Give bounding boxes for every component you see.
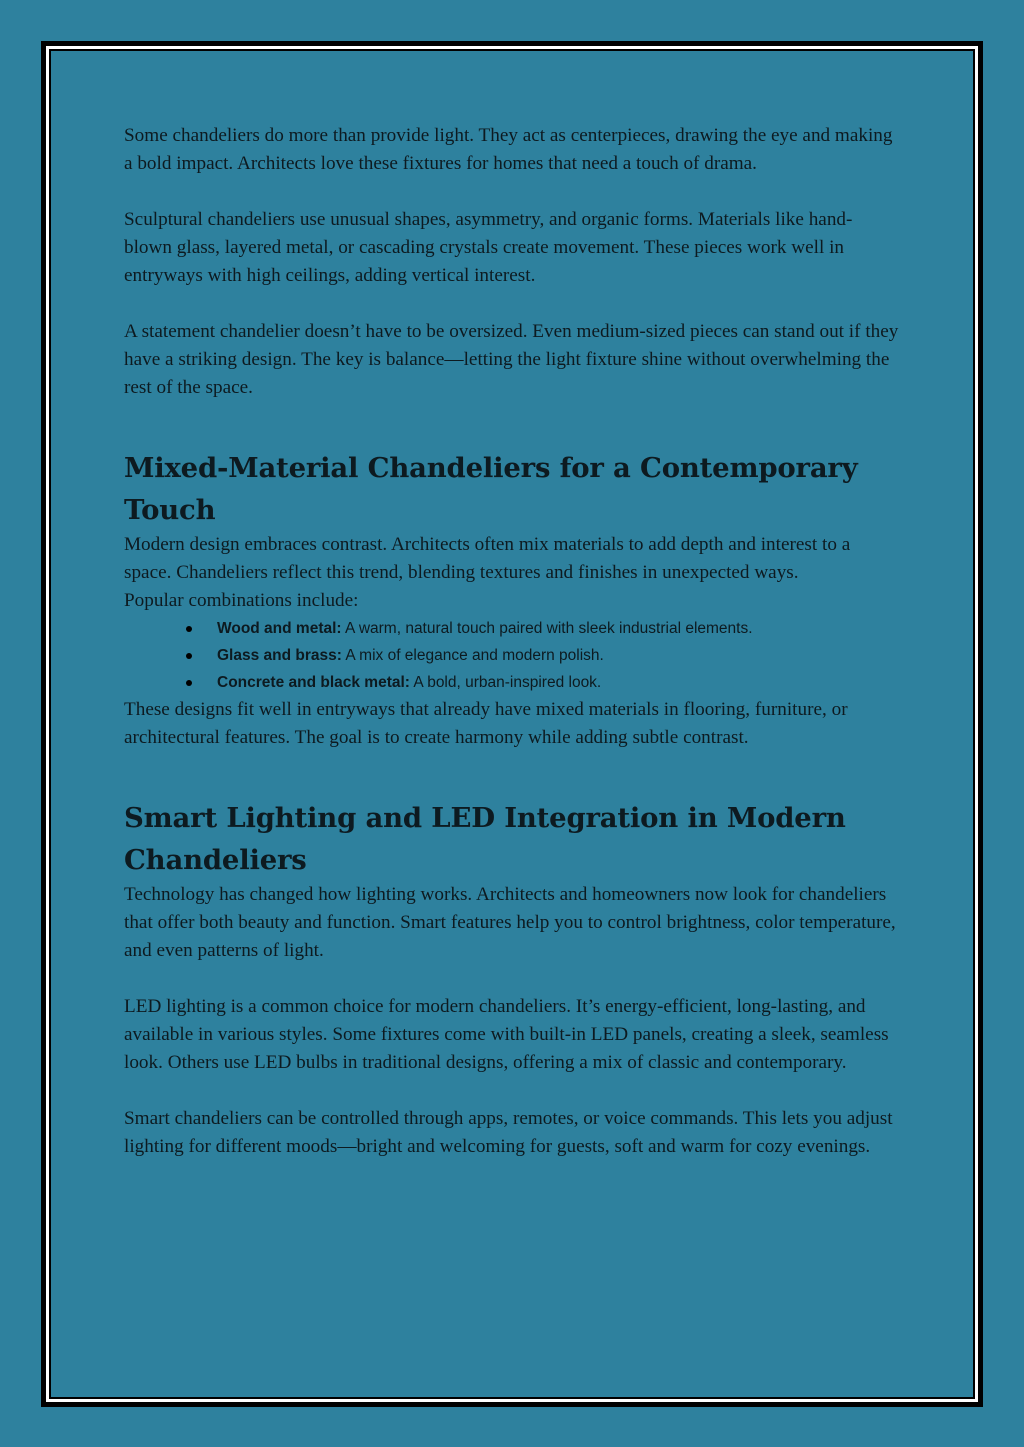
combinations-intro: Popular combinations include: <box>124 590 359 611</box>
mixed-material-section <box>124 447 900 752</box>
smart-paragraph-3: Smart chandeliers can be controlled through apps, remotes, or voice commands. This lets you adjust lighting for different moods—bright and welcoming for guests, soft and warm for cozy evenings. <box>124 1108 893 1157</box>
list-item <box>184 615 900 642</box>
list-item-desc: A bold, urban-inspired look. <box>409 674 602 691</box>
bullet-icon <box>186 653 192 659</box>
mixed-material-intro: Modern design embraces contrast. Architects often mix materials to add depth and interest to a space. Chandeliers reflect this trend, blending textures and finishes in unexpected ways. <box>124 534 851 583</box>
intro-section <box>124 122 900 402</box>
list-item <box>184 669 900 696</box>
list-item-term: Glass and brass: <box>217 647 342 664</box>
intro-paragraph-3: A statement chandelier doesn’t have to be oversized. Even medium-sized pieces can stand out if they have a striking design. The key is balance—letting the light fixture shine without overwhelming the rest of the space. <box>124 321 899 398</box>
mixed-material-heading: Mixed-Material Chandeliers for a Contemporary Touch <box>124 452 858 526</box>
bullet-icon <box>186 680 192 686</box>
smart-lighting-heading: Smart Lighting and LED Integration in Modern Chandeliers <box>124 802 846 876</box>
smart-paragraph-2: LED lighting is a common choice for modern chandeliers. It’s energy-efficient, long-lasting, and available in various styles. Some fixtures come with built-in LED panels, creating a sleek, seamless look. Others use LED bulbs in traditional designs, offering a mix of classic and contemporary. <box>124 996 889 1073</box>
intro-paragraph-2: Sculptural chandeliers use unusual shapes, asymmetry, and organic forms. Materials like hand-blown glass, layered metal, or cascading crystals create movement. These pieces work well in entryways with high ceilings, adding vertical interest. <box>124 209 853 286</box>
document-body <box>124 122 900 1161</box>
intro-paragraph-1: Some chandeliers do more than provide light. They act as centerpieces, drawing the eye and making a bold impact. Architects love these fixtures for homes that need a touch of drama. <box>124 125 893 174</box>
list-item <box>184 642 900 669</box>
smart-lighting-section <box>124 797 900 1161</box>
mixed-material-outro: These designs fit well in entryways that already have mixed materials in flooring, furniture, or architectural features. The goal is to create harmony while adding subtle contrast. <box>124 699 848 748</box>
combinations-list <box>124 615 900 696</box>
list-item-term: Concrete and black metal: <box>217 674 410 691</box>
smart-paragraph-1: Technology has changed how lighting works. Architects and homeowners now look for chandeliers that offer both beauty and function. Smart features help you to control brightness, color temperature, and even patterns of light. <box>124 884 896 961</box>
bullet-icon <box>186 626 192 632</box>
list-item-term: Wood and metal: <box>217 620 342 637</box>
list-item-desc: A mix of elegance and modern polish. <box>341 647 604 664</box>
list-item-desc: A warm, natural touch paired with sleek industrial elements. <box>341 620 753 637</box>
